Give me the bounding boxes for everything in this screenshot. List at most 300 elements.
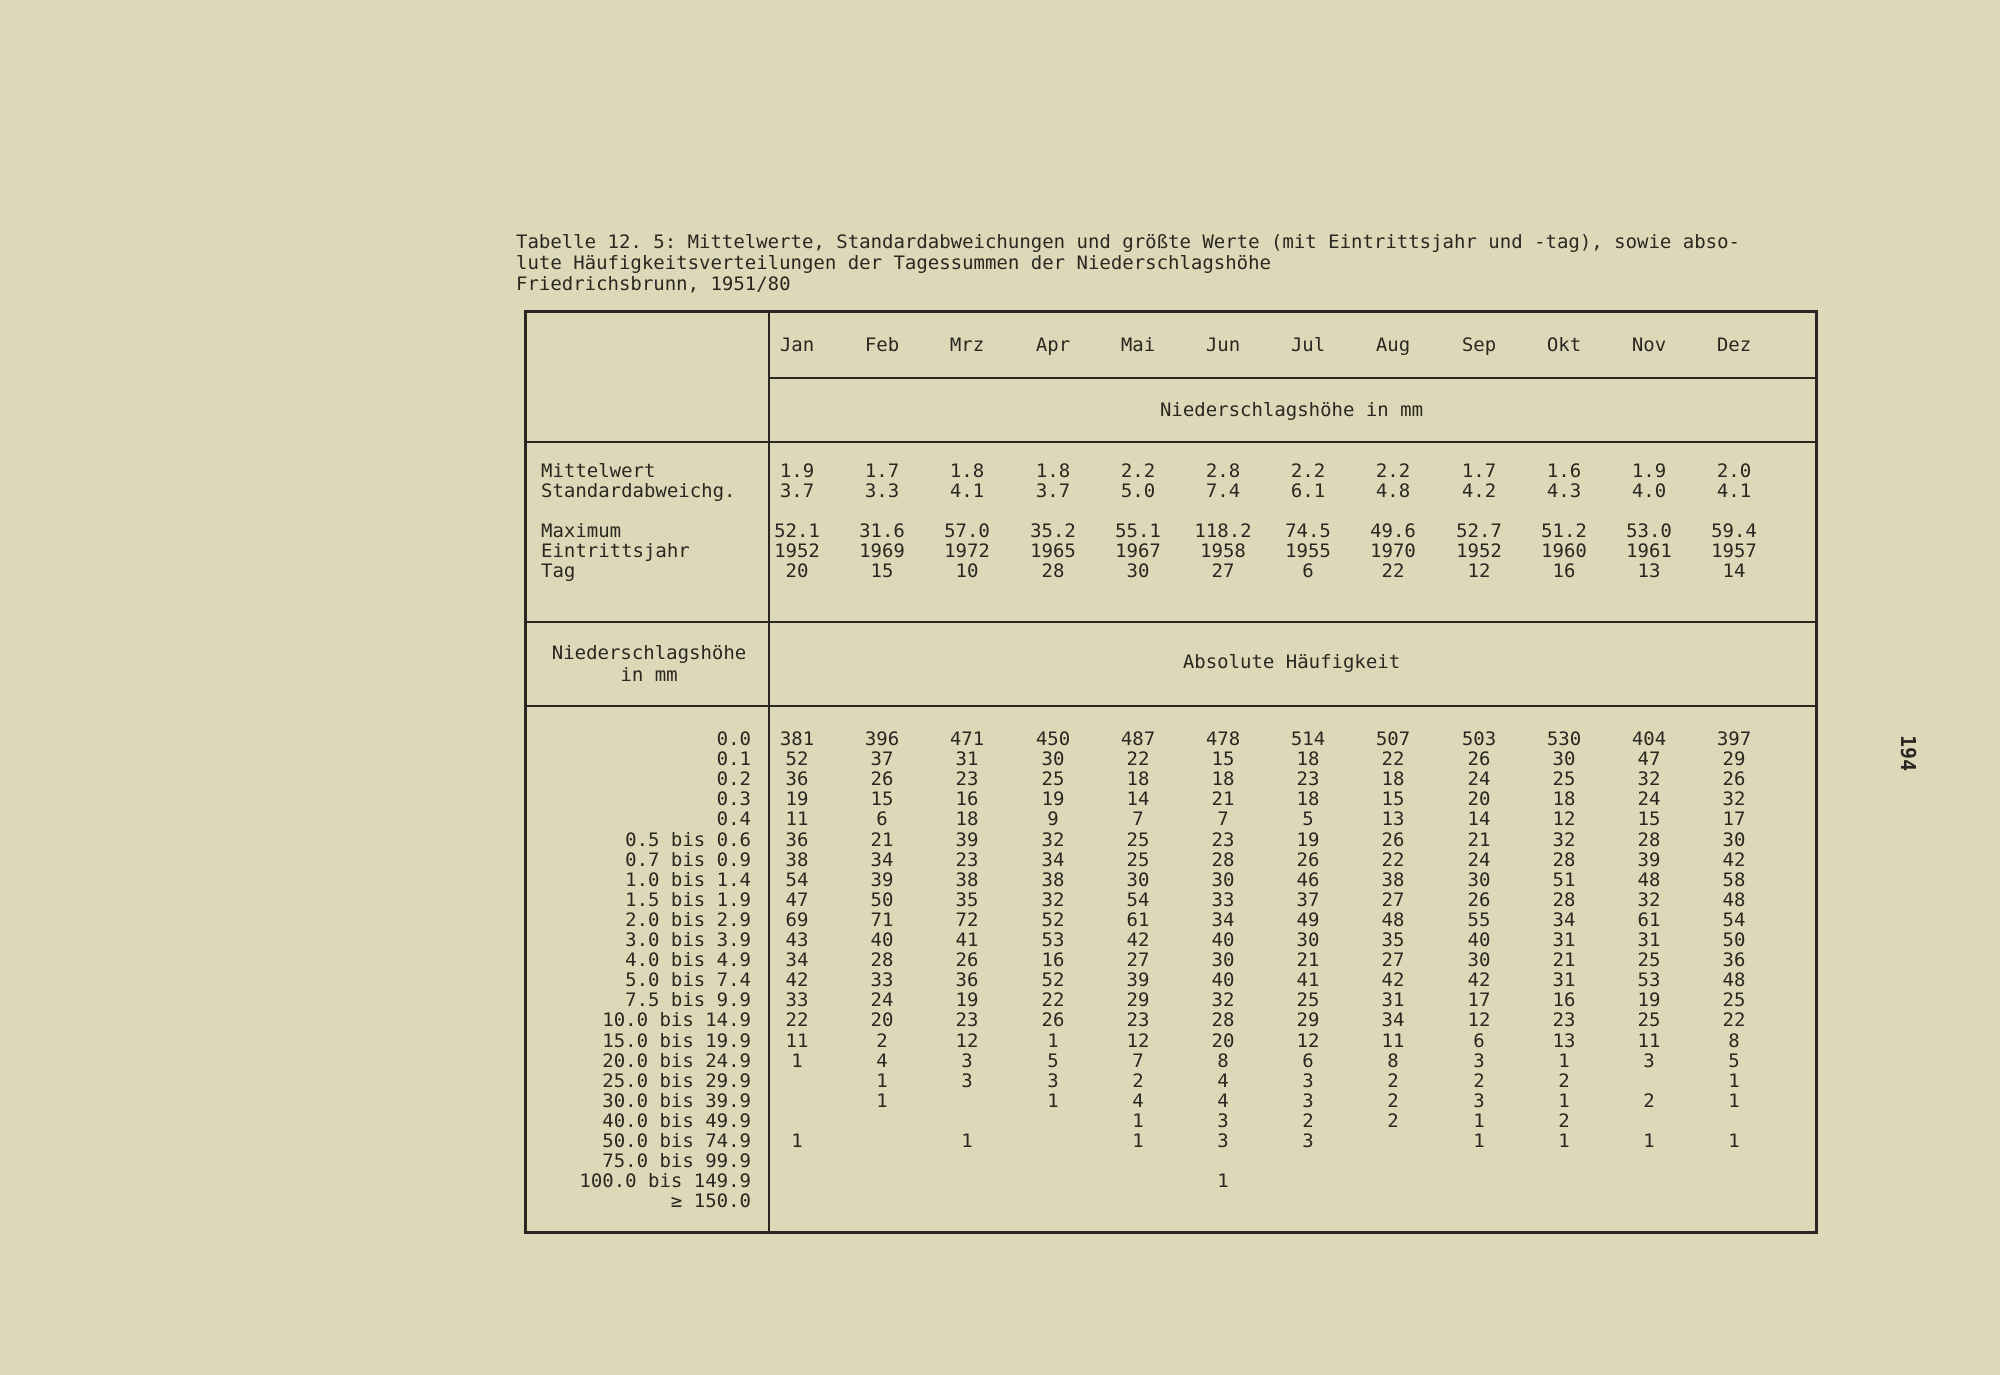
freq-cell: 58 [1722,869,1746,891]
unit-header: Niederschlagshöhe in mm [1159,399,1424,421]
month-header: Aug [1375,334,1411,356]
freq-cell: 2 [1132,1070,1144,1092]
freq-cell: 1 [1728,1070,1740,1092]
stat-value-maximum: 55.1 [1115,520,1161,542]
freq-cell: 32 [1637,889,1661,911]
freq-cell: 33 [870,969,894,991]
freq-cell: 9 [1047,808,1059,830]
freq-cell: 18 [1552,788,1576,810]
row-divider [527,621,1815,623]
freq-cell: 7 [1132,1050,1144,1072]
stat-value-mittelwert: 1.8 [949,460,985,482]
freq-cell: 3 [961,1050,973,1072]
stat-value-tag: 20 [785,560,809,582]
freq-cell: 34 [1211,909,1235,931]
freq-cell: 19 [955,989,979,1011]
freq-cell: 33 [785,989,809,1011]
class-label: 75.0 bis 99.9 [602,1150,751,1172]
freq-cell: 30 [1041,748,1065,770]
freq-cell: 34 [785,949,809,971]
freq-cell: 11 [785,1030,809,1052]
freq-cell: 12 [1467,1009,1491,1031]
freq-cell: 2 [1473,1070,1485,1092]
freq-cell: 19 [1041,788,1065,810]
stat-value-standardabweichung: 7.4 [1205,480,1241,502]
freq-cell: 4 [1217,1090,1229,1112]
freq-cell: 35 [955,889,979,911]
freq-cell: 26 [1467,889,1491,911]
class-label: 15.0 bis 19.9 [602,1030,751,1052]
freq-cell: 2 [1558,1110,1570,1132]
freq-cell: 15 [1381,788,1405,810]
freq-cell: 471 [949,728,985,750]
stat-value-tag: 13 [1637,560,1661,582]
stat-value-tag: 16 [1552,560,1576,582]
freq-cell: 2 [1387,1070,1399,1092]
freq-cell: 54 [1722,909,1746,931]
freq-header-left-line2: in mm [620,664,678,686]
class-label: 100.0 bis 149.9 [579,1170,751,1192]
freq-cell: 1 [1047,1030,1059,1052]
freq-cell: 18 [1296,748,1320,770]
stat-value-eintrittsjahr: 1958 [1200,540,1246,562]
freq-cell: 503 [1461,728,1497,750]
freq-cell: 28 [1552,889,1576,911]
freq-cell: 35 [1381,929,1405,951]
freq-cell: 49 [1296,909,1320,931]
stat-value-maximum: 53.0 [1626,520,1672,542]
freq-cell: 21 [1552,949,1576,971]
freq-cell: 36 [785,768,809,790]
freq-cell: 26 [1296,849,1320,871]
freq-cell: 40 [1211,929,1235,951]
freq-cell: 61 [1637,909,1661,931]
stat-value-mittelwert: 2.0 [1716,460,1752,482]
freq-cell: 26 [1381,829,1405,851]
freq-cell: 30 [1126,869,1150,891]
freq-cell: 43 [785,929,809,951]
class-label: 50.0 bis 74.9 [602,1130,751,1152]
class-label: 0.7 bis 0.9 [625,849,751,871]
freq-cell: 26 [1722,768,1746,790]
freq-cell: 34 [1381,1009,1405,1031]
freq-cell: 1 [1132,1130,1144,1152]
stat-value-standardabweichung: 3.3 [864,480,900,502]
stat-value-maximum: 51.2 [1541,520,1587,542]
freq-cell: 30 [1211,949,1235,971]
freq-cell: 37 [870,748,894,770]
freq-cell: 40 [870,929,894,951]
class-label: 7.5 bis 9.9 [625,989,751,1011]
month-header: Nov [1631,334,1667,356]
freq-cell: 14 [1126,788,1150,810]
month-header: Dez [1716,334,1752,356]
freq-cell: 22 [785,1009,809,1031]
class-label: 0.4 [716,808,751,830]
page-number: 194 [1896,735,1920,772]
freq-cell: 31 [1552,969,1576,991]
stat-label-standardabweichung: Standardabweichg. [541,480,736,502]
stat-value-standardabweichung: 4.2 [1461,480,1497,502]
freq-cell: 22 [1381,748,1405,770]
stat-value-eintrittsjahr: 1955 [1285,540,1331,562]
freq-cell: 61 [1126,909,1150,931]
class-label: 40.0 bis 49.9 [602,1110,751,1132]
freq-cell: 3 [1302,1130,1314,1152]
freq-cell: 2 [1643,1090,1655,1112]
freq-cell: 6 [1473,1030,1485,1052]
freq-cell: 18 [1126,768,1150,790]
freq-cell: 2 [1302,1110,1314,1132]
freq-cell: 54 [1126,889,1150,911]
freq-header-right: Absolute Häufigkeit [1182,651,1401,673]
freq-cell: 40 [1211,969,1235,991]
freq-cell: 1 [1558,1050,1570,1072]
freq-cell: 38 [955,869,979,891]
freq-cell: 26 [1467,748,1491,770]
freq-cell: 27 [1381,949,1405,971]
freq-cell: 3 [1643,1050,1655,1072]
freq-cell: 25 [1637,949,1661,971]
stat-value-eintrittsjahr: 1957 [1711,540,1757,562]
class-label: 5.0 bis 7.4 [625,969,751,991]
freq-cell: 16 [955,788,979,810]
freq-cell: 18 [1296,788,1320,810]
freq-cell: 11 [1637,1030,1661,1052]
freq-cell: 17 [1722,808,1746,830]
freq-cell: 42 [1381,969,1405,991]
freq-cell: 1 [1728,1130,1740,1152]
freq-cell: 32 [1041,829,1065,851]
freq-cell: 39 [870,869,894,891]
freq-cell: 14 [1467,808,1491,830]
freq-cell: 34 [1552,909,1576,931]
freq-cell: 32 [1637,768,1661,790]
stat-value-tag: 14 [1722,560,1746,582]
stat-value-tag: 27 [1211,560,1235,582]
freq-cell: 25 [1126,849,1150,871]
freq-cell: 28 [1211,849,1235,871]
freq-cell: 16 [1041,949,1065,971]
stat-value-standardabweichung: 4.1 [949,480,985,502]
freq-cell: 42 [1126,929,1150,951]
freq-cell: 29 [1722,748,1746,770]
freq-cell: 39 [1126,969,1150,991]
freq-cell: 1 [1728,1090,1740,1112]
stat-value-maximum: 52.1 [774,520,820,542]
freq-cell: 8 [1728,1030,1740,1052]
stat-value-mittelwert: 1.9 [1631,460,1667,482]
class-label: 0.3 [716,788,751,810]
freq-cell: 27 [1381,889,1405,911]
freq-cell: 72 [955,909,979,931]
stat-label-tag: Tag [541,560,576,582]
freq-cell: 51 [1552,869,1576,891]
freq-cell: 32 [1041,889,1065,911]
freq-cell: 22 [1041,989,1065,1011]
freq-cell: 3 [961,1070,973,1092]
class-label: 1.0 bis 1.4 [625,869,751,891]
freq-cell: 32 [1211,989,1235,1011]
freq-cell: 37 [1296,889,1320,911]
freq-cell: 39 [955,829,979,851]
freq-cell: 52 [1041,909,1065,931]
stat-value-mittelwert: 1.9 [779,460,815,482]
stat-value-maximum: 74.5 [1285,520,1331,542]
freq-cell: 19 [785,788,809,810]
freq-cell: 1 [1473,1130,1485,1152]
class-label: 20.0 bis 24.9 [602,1050,751,1072]
class-label: 0.2 [716,768,751,790]
stat-value-maximum: 52.7 [1456,520,1502,542]
freq-cell: 30 [1552,748,1576,770]
stat-value-tag: 15 [870,560,894,582]
freq-cell: 5 [1728,1050,1740,1072]
stat-value-maximum: 59.4 [1711,520,1757,542]
freq-cell: 50 [870,889,894,911]
stat-value-eintrittsjahr: 1972 [944,540,990,562]
freq-cell: 54 [785,869,809,891]
stat-value-standardabweichung: 3.7 [1035,480,1071,502]
freq-cell: 404 [1631,728,1667,750]
stat-value-tag: 6 [1302,560,1314,582]
stat-value-tag: 28 [1041,560,1065,582]
freq-cell: 46 [1296,869,1320,891]
stat-value-standardabweichung: 5.0 [1120,480,1156,502]
freq-cell: 28 [1552,849,1576,871]
freq-cell: 18 [1211,768,1235,790]
freq-cell: 30 [1296,929,1320,951]
freq-cell: 1 [1643,1130,1655,1152]
freq-cell: 30 [1211,869,1235,891]
freq-cell: 6 [1302,1050,1314,1072]
freq-cell: 41 [955,929,979,951]
freq-cell: 7 [1132,808,1144,830]
freq-cell: 47 [1637,748,1661,770]
freq-cell: 26 [955,949,979,971]
freq-cell: 42 [785,969,809,991]
freq-cell: 24 [1637,788,1661,810]
freq-cell: 23 [1296,768,1320,790]
freq-cell: 17 [1467,989,1491,1011]
class-label: 30.0 bis 39.9 [602,1090,751,1112]
stat-value-standardabweichung: 4.3 [1546,480,1582,502]
freq-cell: 13 [1381,808,1405,830]
freq-cell: 8 [1387,1050,1399,1072]
stat-value-mittelwert: 2.8 [1205,460,1241,482]
freq-cell: 1 [876,1090,888,1112]
freq-cell: 12 [1296,1030,1320,1052]
stat-value-eintrittsjahr: 1952 [1456,540,1502,562]
freq-cell: 27 [1126,949,1150,971]
freq-cell: 13 [1552,1030,1576,1052]
freq-cell: 39 [1637,849,1661,871]
freq-cell: 25 [1637,1009,1661,1031]
freq-cell: 31 [1552,929,1576,951]
freq-cell: 23 [955,1009,979,1031]
freq-cell: 50 [1722,929,1746,951]
class-label: 10.0 bis 14.9 [602,1009,751,1031]
freq-cell: 1 [1132,1110,1144,1132]
freq-cell: 5 [1302,808,1314,830]
freq-cell: 3 [1473,1090,1485,1112]
freq-cell: 25 [1126,829,1150,851]
stat-value-eintrittsjahr: 1967 [1115,540,1161,562]
freq-cell: 48 [1381,909,1405,931]
freq-cell: 20 [1211,1030,1235,1052]
freq-cell: 20 [870,1009,894,1031]
month-header: Apr [1035,334,1071,356]
freq-cell: 397 [1716,728,1752,750]
freq-cell: 30 [1467,869,1491,891]
freq-cell: 41 [1296,969,1320,991]
freq-cell: 25 [1296,989,1320,1011]
freq-cell: 32 [1552,829,1576,851]
freq-cell: 2 [1387,1090,1399,1112]
class-label: ≥ 150.0 [670,1190,751,1212]
freq-cell: 3 [1473,1050,1485,1072]
freq-cell: 26 [870,768,894,790]
stat-value-standardabweichung: 3.7 [779,480,815,502]
stat-value-mittelwert: 1.6 [1546,460,1582,482]
freq-cell: 1 [1473,1110,1485,1132]
freq-cell: 15 [1637,808,1661,830]
class-label: 3.0 bis 3.9 [625,929,751,951]
freq-cell: 1 [961,1130,973,1152]
month-header: Jan [779,334,815,356]
freq-cell: 47 [785,889,809,911]
freq-cell: 24 [870,989,894,1011]
freq-cell: 23 [955,768,979,790]
freq-cell: 48 [1722,889,1746,911]
freq-cell: 3 [1302,1070,1314,1092]
month-header: Mrz [949,334,985,356]
freq-cell: 487 [1120,728,1156,750]
freq-cell: 12 [1552,808,1576,830]
freq-cell: 1 [791,1130,803,1152]
row-divider [527,441,1815,443]
freq-cell: 20 [1467,788,1491,810]
stat-value-tag: 30 [1126,560,1150,582]
freq-cell: 11 [1381,1030,1405,1052]
freq-cell: 24 [1467,768,1491,790]
freq-cell: 52 [785,748,809,770]
class-label: 4.0 bis 4.9 [625,949,751,971]
freq-cell: 1 [1558,1090,1570,1112]
freq-cell: 38 [1041,869,1065,891]
stat-value-eintrittsjahr: 1961 [1626,540,1672,562]
freq-cell: 396 [864,728,900,750]
freq-header-left-line1: Niederschlagshöhe [551,642,747,664]
freq-cell: 1 [1047,1090,1059,1112]
stat-value-tag: 12 [1467,560,1491,582]
freq-cell: 23 [1552,1009,1576,1031]
freq-cell: 38 [785,849,809,871]
freq-cell: 1 [1558,1130,1570,1152]
freq-cell: 7 [1217,808,1229,830]
stat-value-mittelwert: 2.2 [1120,460,1156,482]
freq-cell: 55 [1467,909,1491,931]
freq-cell: 2 [1387,1110,1399,1132]
freq-cell: 507 [1375,728,1411,750]
stat-label-mittelwert: Mittelwert [541,460,656,482]
stat-value-tag: 22 [1381,560,1405,582]
month-header: Sep [1461,334,1497,356]
freq-cell: 22 [1126,748,1150,770]
stat-value-mittelwert: 1.7 [864,460,900,482]
stat-value-tag: 10 [955,560,979,582]
stat-value-maximum: 118.2 [1194,520,1252,542]
freq-cell: 19 [1296,829,1320,851]
freq-cell: 30 [1722,829,1746,851]
data-table [524,310,1818,1234]
freq-cell: 42 [1722,849,1746,871]
freq-cell: 2 [1558,1070,1570,1092]
class-label: 1.5 bis 1.9 [625,889,751,911]
freq-cell: 23 [1211,829,1235,851]
freq-cell: 21 [1467,829,1491,851]
freq-cell: 8 [1217,1050,1229,1072]
freq-cell: 19 [1637,989,1661,1011]
month-header: Jun [1205,334,1241,356]
freq-cell: 23 [955,849,979,871]
freq-cell: 1 [791,1050,803,1072]
freq-cell: 31 [1637,929,1661,951]
stat-value-eintrittsjahr: 1965 [1030,540,1076,562]
freq-cell: 514 [1290,728,1326,750]
stat-value-mittelwert: 1.7 [1461,460,1497,482]
freq-cell: 29 [1126,989,1150,1011]
row-divider [768,377,1815,379]
row-divider [527,705,1815,707]
freq-cell: 30 [1467,949,1491,971]
class-label: 0.0 [716,728,751,750]
class-label: 0.1 [716,748,751,770]
freq-cell: 3 [1047,1070,1059,1092]
stat-value-mittelwert: 2.2 [1375,460,1411,482]
freq-cell: 1 [1217,1170,1229,1192]
month-header: Okt [1546,334,1582,356]
freq-cell: 5 [1047,1050,1059,1072]
freq-cell: 450 [1035,728,1071,750]
freq-cell: 71 [870,909,894,931]
freq-cell: 26 [1041,1009,1065,1031]
freq-cell: 24 [1467,849,1491,871]
freq-cell: 4 [1217,1070,1229,1092]
freq-cell: 36 [955,969,979,991]
freq-cell: 22 [1722,1009,1746,1031]
freq-cell: 3 [1302,1090,1314,1112]
freq-cell: 21 [1211,788,1235,810]
class-label: 25.0 bis 29.9 [602,1070,751,1092]
stat-value-eintrittsjahr: 1960 [1541,540,1587,562]
freq-cell: 21 [870,829,894,851]
class-label: 2.0 bis 2.9 [625,909,751,931]
stat-value-standardabweichung: 4.8 [1375,480,1411,502]
stat-value-maximum: 57.0 [944,520,990,542]
stat-value-standardabweichung: 4.1 [1716,480,1752,502]
freq-cell: 29 [1296,1009,1320,1031]
freq-cell: 15 [870,788,894,810]
freq-cell: 25 [1722,989,1746,1011]
freq-cell: 28 [870,949,894,971]
stat-label-eintrittsjahr: Eintrittsjahr [541,540,690,562]
freq-cell: 32 [1722,788,1746,810]
freq-cell: 2 [876,1030,888,1052]
freq-cell: 381 [779,728,815,750]
freq-cell: 11 [785,808,809,830]
freq-cell: 31 [955,748,979,770]
